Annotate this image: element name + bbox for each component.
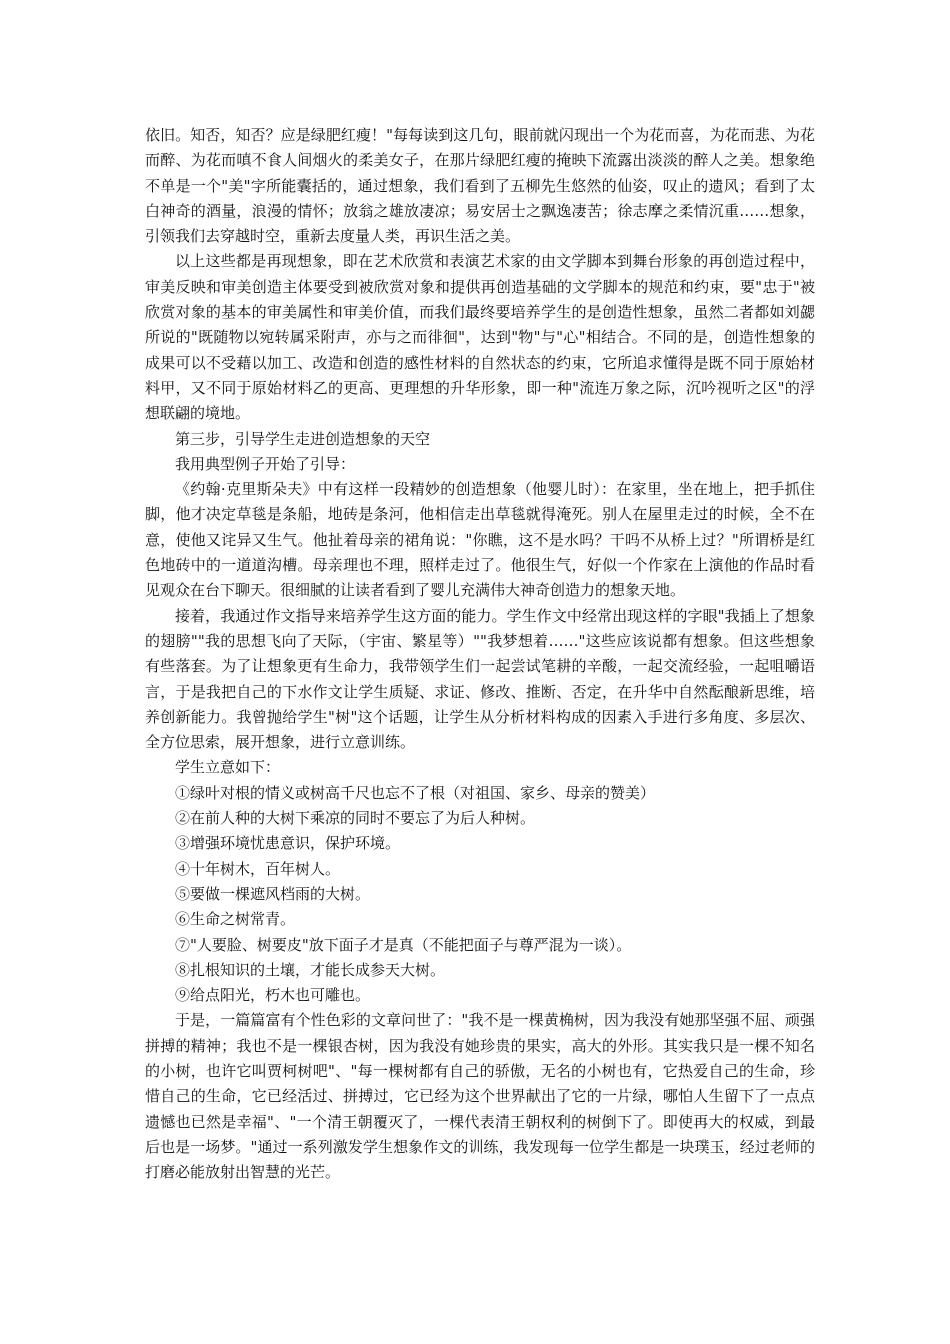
- paragraph-list-intro: 学生立意如下：: [175, 758, 281, 777]
- paragraph-writing-guidance: 接着，我通过作文指导来培养学生这方面的能力。学生作文中经常出现这样的字眼"我插上了想象的翅膀""我的思想飞向了天际，（宇宙、繁星等）""我梦想着……"这些应该说都有想象。但这些想象有些落套。为了让想象更有生命力，我带领学生们一起尝试笔耕的辛酸，一起交流经验，一起咀嚼语言，于是我把自己的下水作文让学生质疑、求证、修改、推断、否定，在升华中自然酝酿新思维，培养创新能力。我曾抛给学生"树"这个话题，让学生从分析材料构成的因素入手进行多角度、多层次、全方位思索，展开想象，进行立意训练。: [145, 606, 815, 752]
- list-item: ⑤要做一棵遮风档雨的大树。: [175, 884, 371, 903]
- list-item: ⑨给点阳光，朽木也可雕也。: [175, 986, 371, 1005]
- list-item: ③增强环境忧患意识，保护环境。: [175, 834, 401, 853]
- paragraph-intro-example: 我用典型例子开始了引导：: [175, 454, 356, 473]
- list-item: ⑥生命之树常青。: [175, 910, 296, 929]
- document-page: [145, 123, 815, 1185]
- paragraph-reproductive-imagination: 以上这些都是再现想象，即在艺术欣赏和表演艺术家的由文学脚本到舞台形象的再创造过程中，审美反映和审美创造主体要受到被欣赏对象和提供再创造基础的文学脚本的规范和约束，要"忠于"被欣赏对象的基本的审美属性和审美价值，而我们最终要培养学生的是创造性想象，虽然二者都如刘勰所说的"既随物以宛转属采附声，亦与之而徘徊"，达到"物"与"心"相结合。不同的是，创造性想象的成果可以不受藉以加工、改造和创造的感性材料的自然状态的约束，它所追求懂得是既不同于原始材料甲，又不同于原始材料乙的更高、更理想的升华形象，即一种"流连万象之际，沉吟视听之区"的浮想联翩的境地。: [145, 252, 815, 423]
- paragraph-continuation: 依旧。知否，知否？应是绿肥红瘦！"每每读到这几句，眼前就闪现出一个为花而喜，为花而悲、为花而醉、为花而嗔不食人间烟火的柔美女子，在那片绿肥红瘦的掩映下流露出淡淡的醉人之美。想象绝不单是一个"美"字所能囊括的，通过想象，我们看到了五柳先生悠然的仙姿，叹止的遗风；看到了太白神奇的酒量，浪漫的情怀；放翁之雄放凄凉；易安居士之飘逸凄苦；徐志摩之柔情沉重……想象，引领我们去穿越时空，重新去度量人类，再识生活之美。: [145, 126, 815, 246]
- list-item: ④十年树木，百年树人。: [175, 859, 341, 878]
- paragraph-closing: 于是，一篇篇富有个性色彩的文章问世了："我不是一棵黄桷树，因为我没有她那坚强不屈、顽强拼搏的精神；我也不是一棵银杏树，因为我没有她珍贵的果实，高大的外形。其实我只是一棵不知名的小树，也许它叫贾柯树吧"、"每一棵树都有自己的骄傲，无名的小树也有，它热爱自己的生命，珍惜自己的生命，它已经活过、拼搏过，它已经为这个世界献出了它的一片绿，哪怕人生留下了一点点遗憾也已然是幸福"、"一个清王朝覆灭了，一棵代表清王朝权利的树倒下了。即使再大的权威，到最后也是一场梦。"通过一系列激发学生想象作文的训练，我发现每一位学生都是一块璞玉，经过老师的打磨必能放射出智慧的光芒。: [145, 1011, 815, 1182]
- list-item: ①绿叶对根的情义或树高千尺也忘不了根（对祖国、家乡、母亲的赞美）: [175, 783, 656, 802]
- section-heading-step-three: 第三步，引导学生走进创造想象的天空: [175, 429, 431, 448]
- list-item: ②在前人种的大树下乘凉的同时不要忘了为后人种树。: [175, 809, 536, 828]
- list-item: ⑦"人要脸、树要皮"放下面子才是真（不能把面子与尊严混为一谈）。: [175, 935, 632, 954]
- list-item: ⑧扎根知识的土壤，才能长成参天大树。: [175, 960, 446, 979]
- idea-list: [145, 781, 815, 1009]
- paragraph-jean-christophe: 《约翰·克里斯朵夫》中有这样一段精妙的创造想象（他婴儿时）：在家里，坐在地上，把手抓住脚，他才决定草毯是条船，地砖是条河，他相信走出草毯就得淹死。别人在屋里走过的时候，全不在意，使他又诧异又生气。他扯着母亲的裙角说："你瞧，这不是水吗？干吗不从桥上过？"所谓桥是红色地砖中的一道道沟槽。母亲理也不理，照样走过了。他很生气，好似一个作家在上演他的作品时看见观众在台下聊天。很细腻的让读者看到了婴儿充满伟大神奇创造力的想象天地。: [145, 480, 815, 600]
